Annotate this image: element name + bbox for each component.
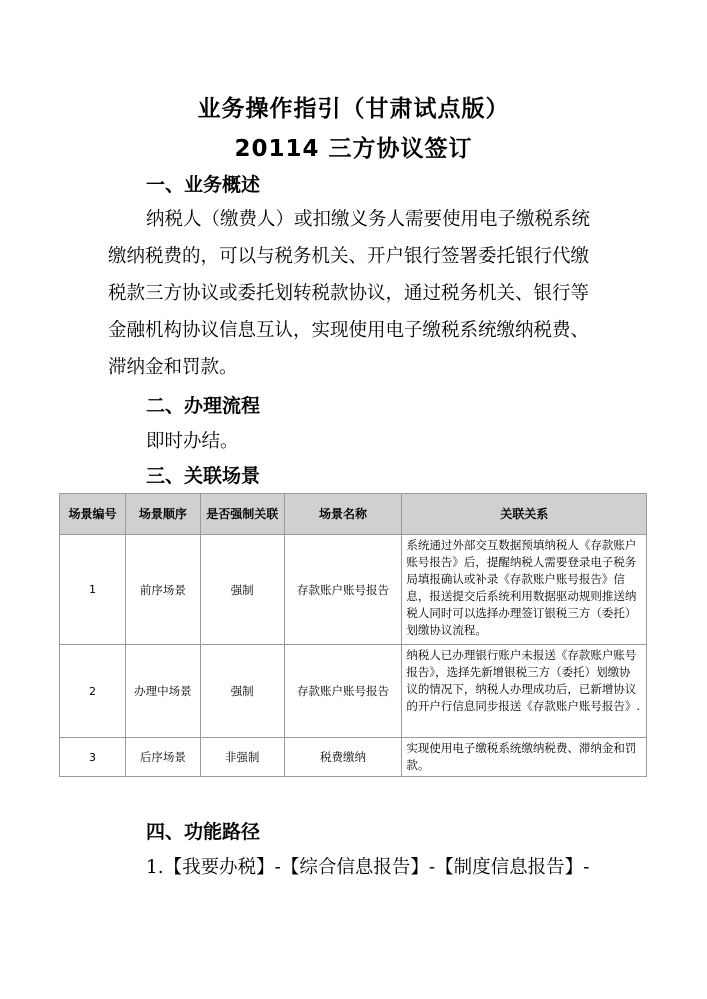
scene-name: 税费缴纳 [284,738,402,777]
table-row [60,535,647,645]
process-text: 即时办结。 [146,431,239,452]
scene-order: 后序场景 [125,738,200,777]
scene-no: 2 [60,645,126,738]
document-subtitle: 20114 三方协议签订 [234,136,473,162]
overview-line-3: 税款三方协议或委托划转税款协议，通过税务机关、银行等 [108,283,590,304]
overview-line-1: 纳税人（缴费人）或扣缴义务人需要使用电子缴税系统 [146,209,591,230]
overview-line-5: 滞纳金和罚款。 [108,357,238,378]
scene-name: 存款账户账号报告 [284,645,402,738]
scene-mandatory: 强制 [200,645,284,738]
scene-relation: 纳税人已办理银行账户未报送《存款账户账号报告》，选择先新增银税三方（委托）划缴协议的情况下，纳税人办理成功后，已新增协议的开户行信息同步报送《存款账户账号报告》. [402,645,647,738]
scene-order: 前序场景 [125,535,200,645]
document-title: 业务操作指引（甘肃试点版） [197,96,510,122]
scene-mandatory: 强制 [200,535,284,645]
section-heading-process: 二、办理流程 [146,395,261,417]
scene-relation: 系统通过外部交互数据预填纳税人《存款账户账号报告》后，提醒纳税人需要登录电子税务局填报确认或补录《存款账户账号报告》信息，报送提交后系统利用数据驱动规则推送纳税人同时可以选择办理签订银税三方（委托）划缴协议流程。 [402,535,647,645]
scenes-table [59,493,647,777]
scene-no: 3 [60,738,126,777]
overview-line-2: 缴纳税费的，可以与税务机关、开户银行签署委托银行代缴 [108,246,590,267]
path-line-1: 1.【我要办税】-【综合信息报告】-【制度信息报告】- [146,857,590,878]
section-heading-overview: 一、业务概述 [146,174,261,196]
table-row [60,738,647,777]
scene-relation: 实现使用电子缴税系统缴纳税费、滞纳金和罚款。 [402,738,647,777]
header-relation: 关联关系 [402,494,647,535]
scene-order: 办理中场景 [125,645,200,738]
scene-name: 存款账户账号报告 [284,535,402,645]
header-mandatory: 是否强制关联 [200,494,284,535]
header-scene-no: 场景编号 [60,494,126,535]
table-header-row [60,494,647,535]
scene-no: 1 [60,535,126,645]
overview-line-4: 金融机构协议信息互认，实现使用电子缴税系统缴纳税费、 [108,320,590,341]
table-row [60,645,647,738]
section-heading-scenes: 三、关联场景 [146,465,261,487]
scene-mandatory: 非强制 [200,738,284,777]
section-heading-path: 四、功能路径 [146,821,261,843]
header-scene-order: 场景顺序 [125,494,200,535]
header-scene-name: 场景名称 [284,494,402,535]
